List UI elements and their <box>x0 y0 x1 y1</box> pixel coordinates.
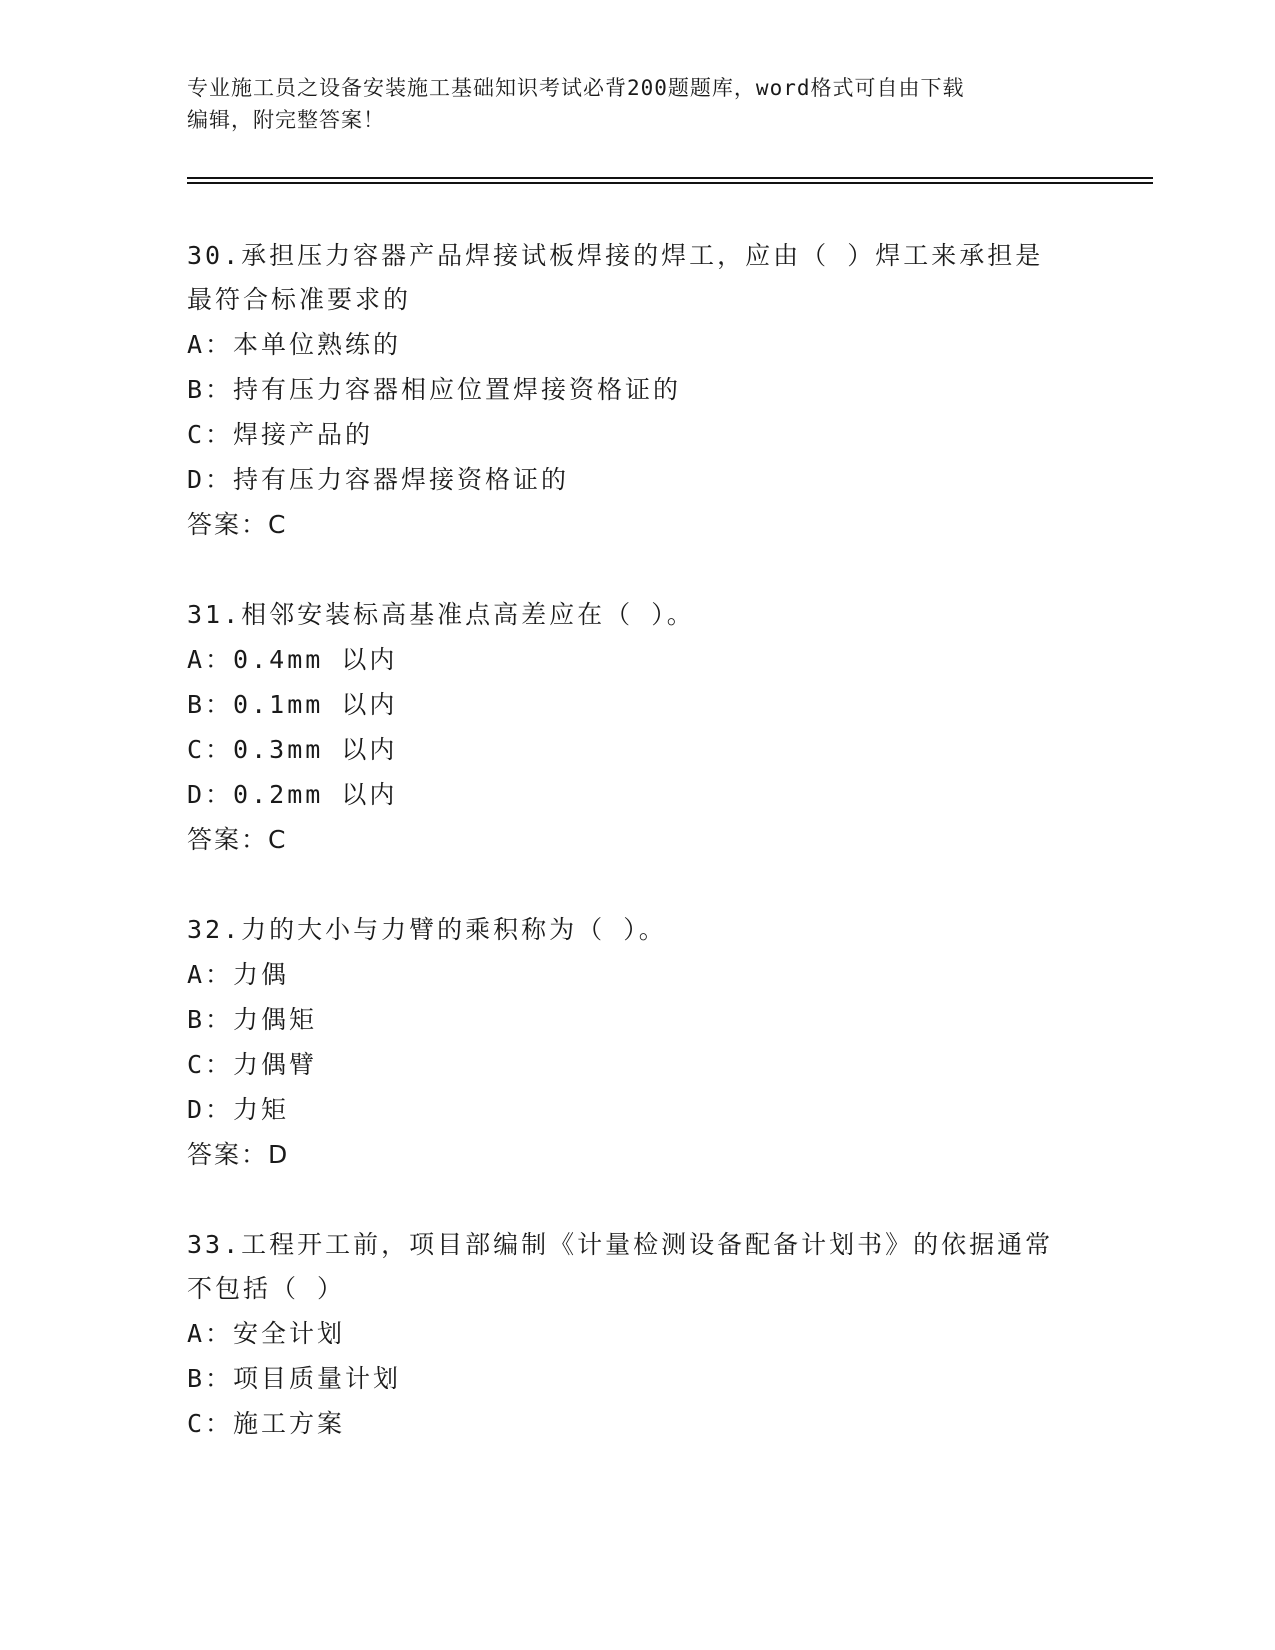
option-c: C：施工方案 <box>187 1409 346 1438</box>
option-a: A：0.4mm 以内 <box>187 645 398 674</box>
option-b: B：力偶矩 <box>187 1005 318 1034</box>
option-b: B：项目质量计划 <box>187 1364 402 1393</box>
header-divider-bottom <box>187 182 1153 184</box>
option-b: B：持有压力容器相应位置焊接资格证的 <box>187 375 682 404</box>
option-a: A：本单位熟练的 <box>187 330 402 359</box>
question-32 <box>187 908 1087 1177</box>
question-30 <box>187 234 1087 547</box>
question-stem: 31.相邻安装标高基准点高差应在（ ）。 <box>187 600 695 629</box>
question-stem-continued: 不包括（ ） <box>187 1274 346 1303</box>
header-divider-top <box>187 177 1153 179</box>
document-title-line-1: 专业施工员之设备安装施工基础知识考试必背200题题库，word格式可自由下载 <box>187 76 965 100</box>
option-d: D：0.2mm 以内 <box>187 780 398 809</box>
question-stem: 30.承担压力容器产品焊接试板焊接的焊工，应由（ ）焊工来承担是 <box>187 241 1044 270</box>
question-stem-continued: 最符合标准要求的 <box>187 285 412 314</box>
document-title <box>187 72 1087 136</box>
option-a: A：安全计划 <box>187 1319 346 1348</box>
answer: 答案：C <box>187 510 288 539</box>
document-title-line-2: 编辑，附完整答案！ <box>187 108 385 132</box>
option-c: C：0.3mm 以内 <box>187 735 398 764</box>
option-c: C：力偶臂 <box>187 1050 318 1079</box>
question-33 <box>187 1223 1087 1446</box>
option-d: D：力矩 <box>187 1095 290 1124</box>
option-a: A：力偶 <box>187 960 290 989</box>
question-stem: 33.工程开工前，项目部编制《计量检测设备配备计划书》的依据通常 <box>187 1230 1054 1259</box>
option-b: B：0.1mm 以内 <box>187 690 398 719</box>
answer: 答案：D <box>187 1140 290 1169</box>
question-list <box>187 234 1087 1492</box>
answer: 答案：C <box>187 825 288 854</box>
question-31 <box>187 593 1087 862</box>
option-c: C：焊接产品的 <box>187 420 374 449</box>
question-stem: 32.力的大小与力臂的乘积称为（ ）。 <box>187 915 667 944</box>
option-d: D：持有压力容器焊接资格证的 <box>187 465 570 494</box>
